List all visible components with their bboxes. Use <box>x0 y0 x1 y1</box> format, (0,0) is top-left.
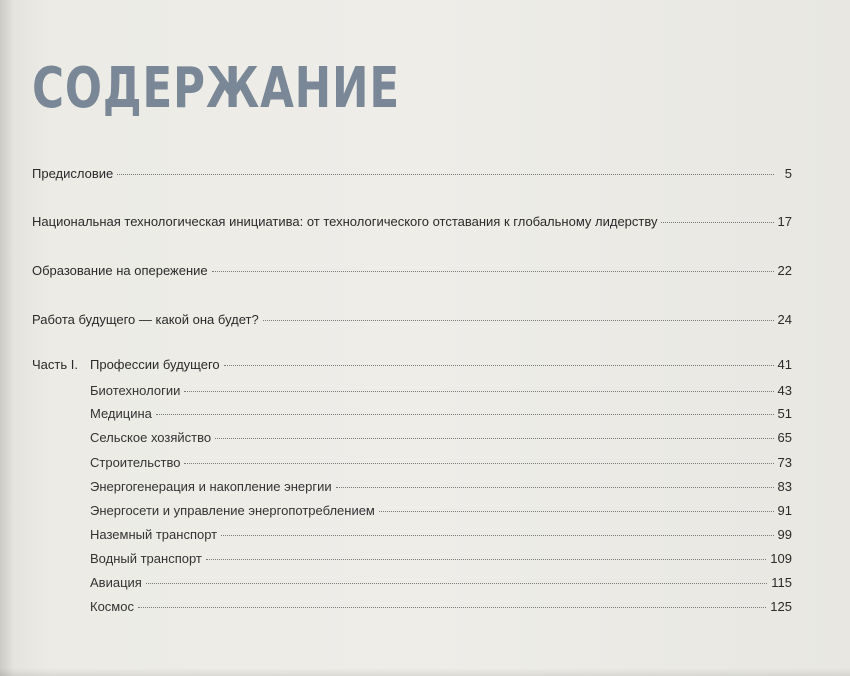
toc-entry-national-initiative <box>32 214 792 230</box>
toc-page-number: 5 <box>784 166 792 181</box>
toc-chapter-title: Энергосети и управление энергопотреблением <box>90 503 375 518</box>
toc-page-number: 99 <box>777 527 792 542</box>
toc-page-number: 43 <box>777 383 792 398</box>
toc-page-number: 24 <box>777 312 792 327</box>
toc-page-number: 115 <box>771 575 792 590</box>
toc-page-number: 41 <box>777 357 792 372</box>
toc-chapter-title: Космос <box>90 599 134 614</box>
dot-leader <box>221 535 773 536</box>
page-title: СОДЕРЖАНИЕ <box>32 56 400 121</box>
part-label: Часть I. <box>32 357 78 372</box>
toc-page-number: 51 <box>777 406 792 421</box>
toc-chapter <box>90 479 792 495</box>
dot-leader <box>117 174 774 175</box>
toc-chapter-title: Энергогенерация и накопление энергии <box>90 479 332 494</box>
toc-chapter <box>90 551 792 567</box>
dot-leader <box>263 320 774 321</box>
toc-chapter <box>90 383 792 399</box>
dot-leader <box>206 559 766 560</box>
spine-shadow <box>0 0 14 676</box>
toc-page-number: 17 <box>777 214 792 229</box>
toc-entry-title: Предисловие <box>32 166 114 181</box>
toc-entry-preface <box>32 166 792 182</box>
dot-leader <box>661 222 773 223</box>
toc-chapter <box>90 430 792 446</box>
dot-leader <box>212 271 774 272</box>
dot-leader <box>215 438 773 439</box>
toc-page-number: 91 <box>777 503 792 518</box>
toc-chapter-title: Строительство <box>90 455 181 470</box>
toc-chapter-title: Водный транспорт <box>90 551 202 566</box>
toc-chapter-title: Медицина <box>90 406 152 421</box>
dot-leader <box>156 414 774 415</box>
bottom-shadow <box>0 668 850 676</box>
toc-chapter <box>90 575 792 591</box>
toc-chapter <box>90 527 792 543</box>
toc-page-number: 73 <box>777 455 792 470</box>
toc-page-number: 22 <box>777 263 792 278</box>
toc-entry-education <box>32 263 792 279</box>
toc-chapter <box>90 455 792 471</box>
toc-page-number: 125 <box>770 599 792 614</box>
toc-page-number: 109 <box>770 551 792 566</box>
toc-chapter-title: Авиация <box>90 575 142 590</box>
toc-part-title: Профессии будущего <box>90 357 220 372</box>
toc-part-heading <box>90 357 792 373</box>
toc-chapter <box>90 599 792 615</box>
toc-chapter-title: Биотехнологии <box>90 383 181 398</box>
toc-entry-title: Образование на опережение <box>32 263 208 278</box>
toc-chapter-title: Сельское хозяйство <box>90 430 212 445</box>
dot-leader <box>379 511 774 512</box>
toc-page-number: 65 <box>777 430 792 445</box>
dot-leader <box>336 487 774 488</box>
dot-leader <box>224 365 774 366</box>
dot-leader <box>138 607 766 608</box>
dot-leader <box>184 463 773 464</box>
toc-entry-title: Работа будущего — какой она будет? <box>32 312 259 327</box>
dot-leader <box>184 391 773 392</box>
toc-chapter <box>90 503 792 519</box>
toc-page-number: 83 <box>777 479 792 494</box>
toc-entry-title: Национальная технологическая инициатива: от технологического отставания к глобальному лидерству <box>32 214 658 229</box>
dot-leader <box>146 583 767 584</box>
toc-chapter-title: Наземный транспорт <box>90 527 218 542</box>
toc-chapter <box>90 406 792 422</box>
toc-entry-future-work <box>32 312 792 328</box>
